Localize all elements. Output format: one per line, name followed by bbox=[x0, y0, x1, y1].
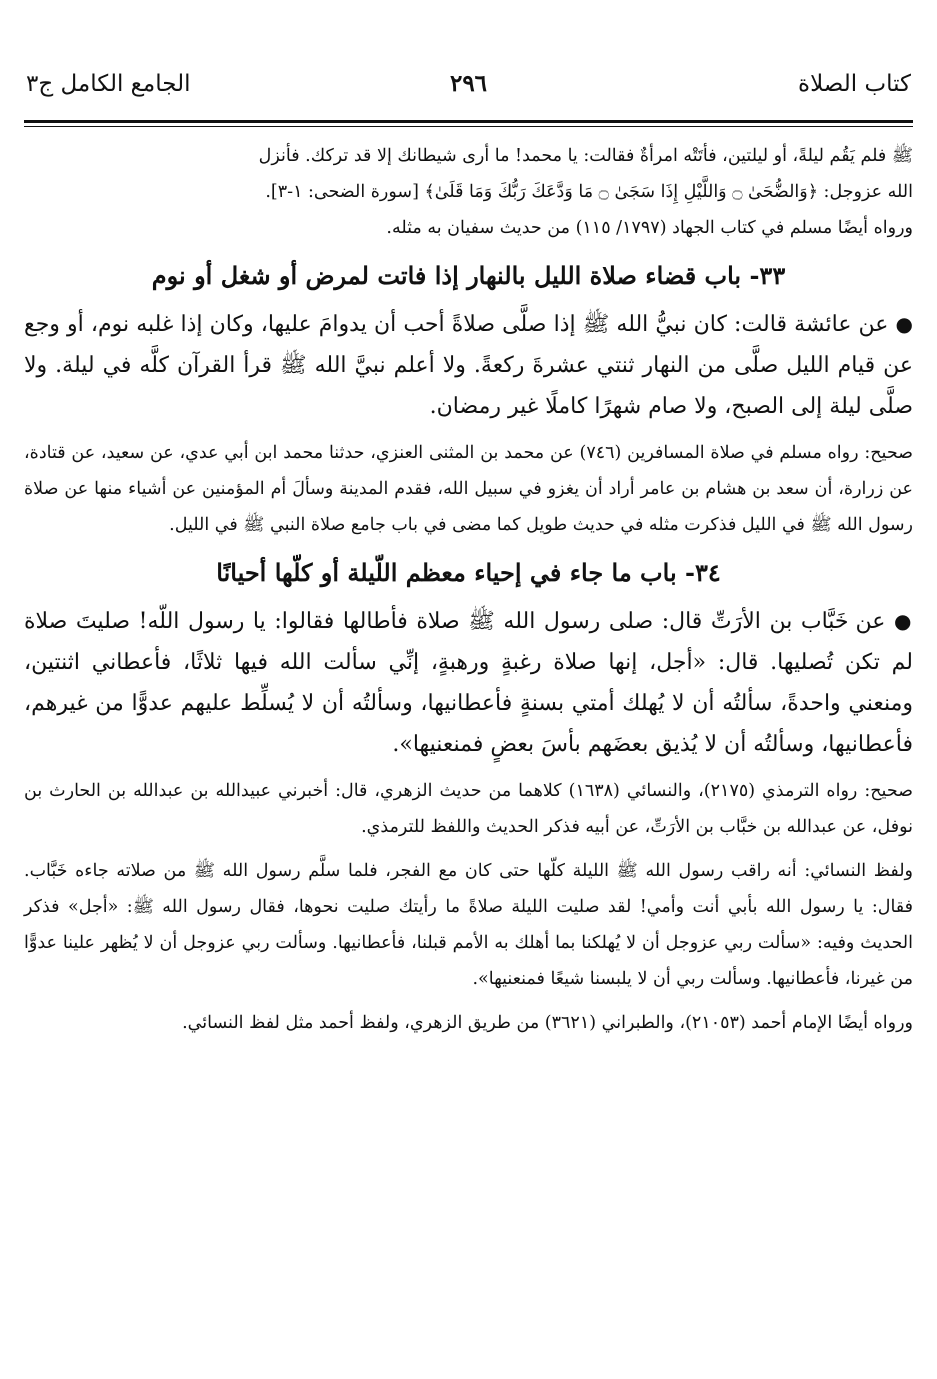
ahmad-narration: ورواه أيضًا الإمام أحمد (٢١٠٥٣)، والطبراني (٣٦٢١) من طريق الزهري، ولفظ أحمد مثل لفظ النسائي. bbox=[182, 1013, 913, 1033]
footnote-line-1: ﷺ فلم يَقُم ليلةً، أو ليلتين، فأتَتْه امرأةٌ فقالت: يا محمد! ما أرى شيطانك إلا قد تركك. فأنزل bbox=[258, 146, 913, 166]
page-content bbox=[24, 138, 913, 1041]
chapter-heading-33: ٣٣- باب قضاء صلاة الليل بالنهار إذا فاتت لمرض أو شغل أو نوم bbox=[151, 261, 786, 290]
chapter-title: كتاب الصلاة bbox=[798, 71, 911, 97]
bullet-icon: ● bbox=[893, 609, 914, 633]
hadith-aisha-text: عن عائشة قالت: كان نبيُّ الله ﷺ إذا صلَّى صلاةً أحب أن يدوامَ عليها، وكان إذا غلبه نوم، أو وجع عن قيام الليل صلَّى من النهار ثنتي عشرةَ ركعةً. ولا أعلم نبيَّ الله ﷺ قرأ القرآن كلَّه في ليلة. ولا صلَّى ليلة إلى الصبح، ولا صام شهرًا كاملًا غير رمضان. bbox=[24, 312, 913, 419]
footnote-paragraph: ورواه أيضًا مسلم في كتاب الجهاد (١٧٩٧/ ١١٥) من حديث سفيان به مثله. bbox=[386, 218, 913, 238]
chapter-heading-34: ٣٤- باب ما جاء في إحياء معظم اللّيلة أو كلّها أحيانًا bbox=[216, 558, 721, 587]
running-header bbox=[26, 62, 911, 106]
takhrij-khabbab: صحيح: رواه الترمذي (٢١٧٥)، والنسائي (١٦٣٨) كلاهما من حديث الزهري، قال: أخبرني عبيدالله بن عبدالله بن الحارث بن نوفل، عن عبدالله بن خبَّاب بن الأرَتِّ، عن أبيه فذكر الحديث واللفظ للترمذي. bbox=[24, 781, 913, 837]
header-rule-thin bbox=[24, 126, 913, 127]
book-title: الجامع الكامل ج٣ bbox=[26, 71, 191, 97]
bullet-icon: ● bbox=[895, 312, 914, 336]
hadith-khabbab bbox=[24, 601, 913, 765]
hadith-khabbab-text: عن خَبَّاب بن الأرَتِّ قال: صلى رسول الله ﷺ صلاة فأطالها فقالوا: يا رسول اللّه! صليتَ صلاة لم تكن تُصليها. قال: «أجل، إنها صلاة رغبةٍ ورهبةٍ، إنِّي سألت الله فيها ثلاثًا، فأعطاني اثنتين، ومنعني واحدةً، سألتُه أن لا يُهلك أمتي بسنةٍ فأعطانيها، وسألتُه أن لا يُسلِّط عليهم عدوًّا من غيرهم، فأعطانيها، وسألتُه أن لا يُذيق بعضَهم بأسَ بعضٍ فمنعنيها». bbox=[24, 609, 913, 757]
header-rule-thick bbox=[24, 120, 913, 123]
takhrij-aisha: صحيح: رواه مسلم في صلاة المسافرين (٧٤٦) عن محمد بن المثنى العنزي، حدثنا محمد ابن أبي عدي، عن سعيد، عن قتادة، عن زرارة، أن سعد بن هشام بن عامر أراد أن يغزو في سبيل الله، فقدم المدينة وسألَ أم المؤمنين عن أشياء منها عن صلاة رسول الله ﷺ في الليل فذكرت مثله في حديث طويل كما مضى في باب جامع صلاة النبي ﷺ في الليل. bbox=[24, 443, 913, 535]
footnote-line-2: الله عزوجل: ﴿وَالضُّحَىٰ ۝ وَاللَّيْلِ إِذَا سَجَىٰ ۝ مَا وَدَّعَكَ رَبُّكَ وَمَا قَلَىٰ﴾ [سورة الضحى: ١-٣]. bbox=[265, 182, 913, 202]
nasai-wording: ولفظ النسائي: أنه راقب رسول الله ﷺ الليلة كلّها حتى كان مع الفجر، فلما سلَّم رسول الله ﷺ من صلاته جاءه خَبَّاب. فقال: يا رسول الله بأبي أنت وأمي! لقد صليت الليلة صلاةً ما رأيتك صليت نحوها، فقال رسول الله ﷺ: «أجل» فذكر الحديث وفيه: «سألت ربي عزوجل أن لا يُهلكنا بما أهلك به الأمم قبلنا، فأعطانيها. وسألت ربي عزوجل أن لا يُظهر علينا عدوًّا من غيرنا، فأعطانيها. وسألت ربي أن لا يلبسنا شيعًا فمنعنيها». bbox=[24, 861, 913, 989]
hadith-aisha bbox=[24, 304, 913, 427]
page-number: ٢٩٦ bbox=[449, 70, 488, 97]
